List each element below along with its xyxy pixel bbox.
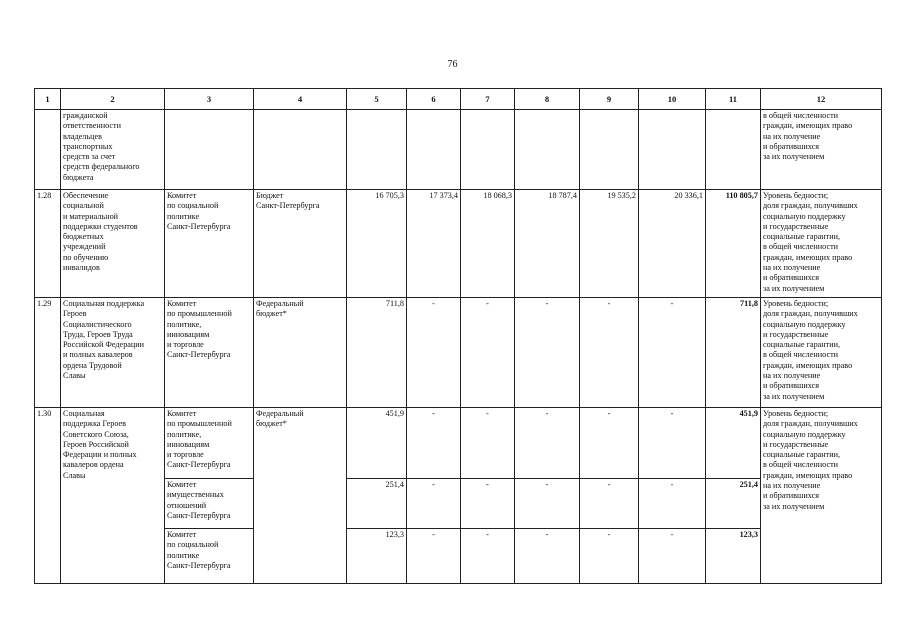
value-col-5: 123,3 <box>347 529 407 584</box>
value-col-8: - <box>515 408 580 479</box>
value-col-10: - <box>639 408 706 479</box>
table-row-continued <box>35 110 882 190</box>
executor: Комитет по социальной политике Санкт-Петербурга <box>165 529 254 584</box>
value-col-9: - <box>580 479 639 529</box>
value-col-8: - <box>515 298 580 408</box>
activity-name: Социальная поддержка Героев Советского Союза, Героев Российской Федерации и полных кавалеров ордена Славы <box>61 408 165 584</box>
header-cell: 2 <box>61 89 165 110</box>
header-cell: 1 <box>35 89 61 110</box>
indicator-text: Уровень бедности; доля граждан, получивших социальную поддержку и государственные социальные гарантии, в общей численности граждан, имеющих право на их получение и обратившихся за их получением <box>761 190 882 298</box>
value-col-9: - <box>580 298 639 408</box>
value-col-10: - <box>639 298 706 408</box>
value-col-5: 451,9 <box>347 408 407 479</box>
value-col-10: - <box>639 529 706 584</box>
value-col-9: 19 535,2 <box>580 190 639 298</box>
total-value: 110 805,7 <box>706 190 761 298</box>
header-cell: 12 <box>761 89 882 110</box>
table-row-1-29 <box>35 298 882 408</box>
header-cell: 11 <box>706 89 761 110</box>
value-col-6: - <box>407 408 461 479</box>
value-col-7: - <box>461 408 515 479</box>
header-cell: 6 <box>407 89 461 110</box>
row-number: 1.28 <box>35 190 61 298</box>
value-col-8: - <box>515 529 580 584</box>
header-cell: 4 <box>254 89 347 110</box>
value-col-8: 18 787,4 <box>515 190 580 298</box>
value-col-6: 17 373,4 <box>407 190 461 298</box>
header-cell: 3 <box>165 89 254 110</box>
total-value: 251,4 <box>706 479 761 529</box>
executor: Комитет имущественных отношений Санкт-Петербурга <box>165 479 254 529</box>
value-col-5: 711,8 <box>347 298 407 408</box>
header-cell: 8 <box>515 89 580 110</box>
total-value: 123,3 <box>706 529 761 584</box>
funding-source: Федеральный бюджет* <box>254 408 347 584</box>
value-col-6: - <box>407 298 461 408</box>
funding-source: Федеральный бюджет* <box>254 298 347 408</box>
indicator-text: Уровень бедности; доля граждан, получивших социальную поддержку и государственные социальные гарантии, в общей численности граждан, имеющих право на их получение и обратившихся за их получением <box>761 298 882 408</box>
header-cell: 5 <box>347 89 407 110</box>
table-row-1-30 <box>35 408 882 479</box>
executor: Комитет по промышленной политике, инновациям и торговле Санкт-Петербурга <box>165 408 254 479</box>
table-row-1-28 <box>35 190 882 298</box>
indicator-text: Уровень бедности; доля граждан, получивших социальную поддержку и государственные социальные гарантии, в общей численности граждан, имеющих право на их получение и обратившихся за их получением <box>761 408 882 584</box>
header-cell: 9 <box>580 89 639 110</box>
value-col-5: 251,4 <box>347 479 407 529</box>
value-col-8: - <box>515 479 580 529</box>
row-number: 1.30 <box>35 408 61 584</box>
value-col-6: - <box>407 479 461 529</box>
total-value: 451,9 <box>706 408 761 479</box>
value-col-7: - <box>461 529 515 584</box>
value-col-9: - <box>580 408 639 479</box>
header-row <box>35 89 882 110</box>
value-col-6: - <box>407 529 461 584</box>
value-col-10: 20 336,1 <box>639 190 706 298</box>
value-col-10: - <box>639 479 706 529</box>
executor: Комитет по социальной политике Санкт-Петербурга <box>165 190 254 298</box>
activity-name: Обеспечение социальной и материальной поддержки студентов бюджетных учреждений по обучению инвалидов <box>61 190 165 298</box>
value-col-7: - <box>461 479 515 529</box>
total-value: 711,8 <box>706 298 761 408</box>
header-cell: 10 <box>639 89 706 110</box>
executor: Комитет по промышленной политике, инновациям и торговле Санкт-Петербурга <box>165 298 254 408</box>
activity-name: Социальная поддержка Героев Социалистического Труда, Героев Труда Российской Федерации и полных кавалеров ордена Трудовой Славы <box>61 298 165 408</box>
header-cell: 7 <box>461 89 515 110</box>
value-col-7: - <box>461 298 515 408</box>
value-col-5: 16 705,3 <box>347 190 407 298</box>
value-col-9: - <box>580 529 639 584</box>
activity-name: гражданской ответственности владельцев транспортных средств за счет средств федерального бюджета <box>61 110 165 190</box>
program-table <box>34 88 882 584</box>
indicator-text: в общей численности граждан, имеющих право на их получение и обратившихся за их получением <box>761 110 882 190</box>
page-number: 76 <box>447 59 458 70</box>
funding-source: Бюджет Санкт-Петербурга <box>254 190 347 298</box>
row-number: 1.29 <box>35 298 61 408</box>
value-col-7: 18 068,3 <box>461 190 515 298</box>
